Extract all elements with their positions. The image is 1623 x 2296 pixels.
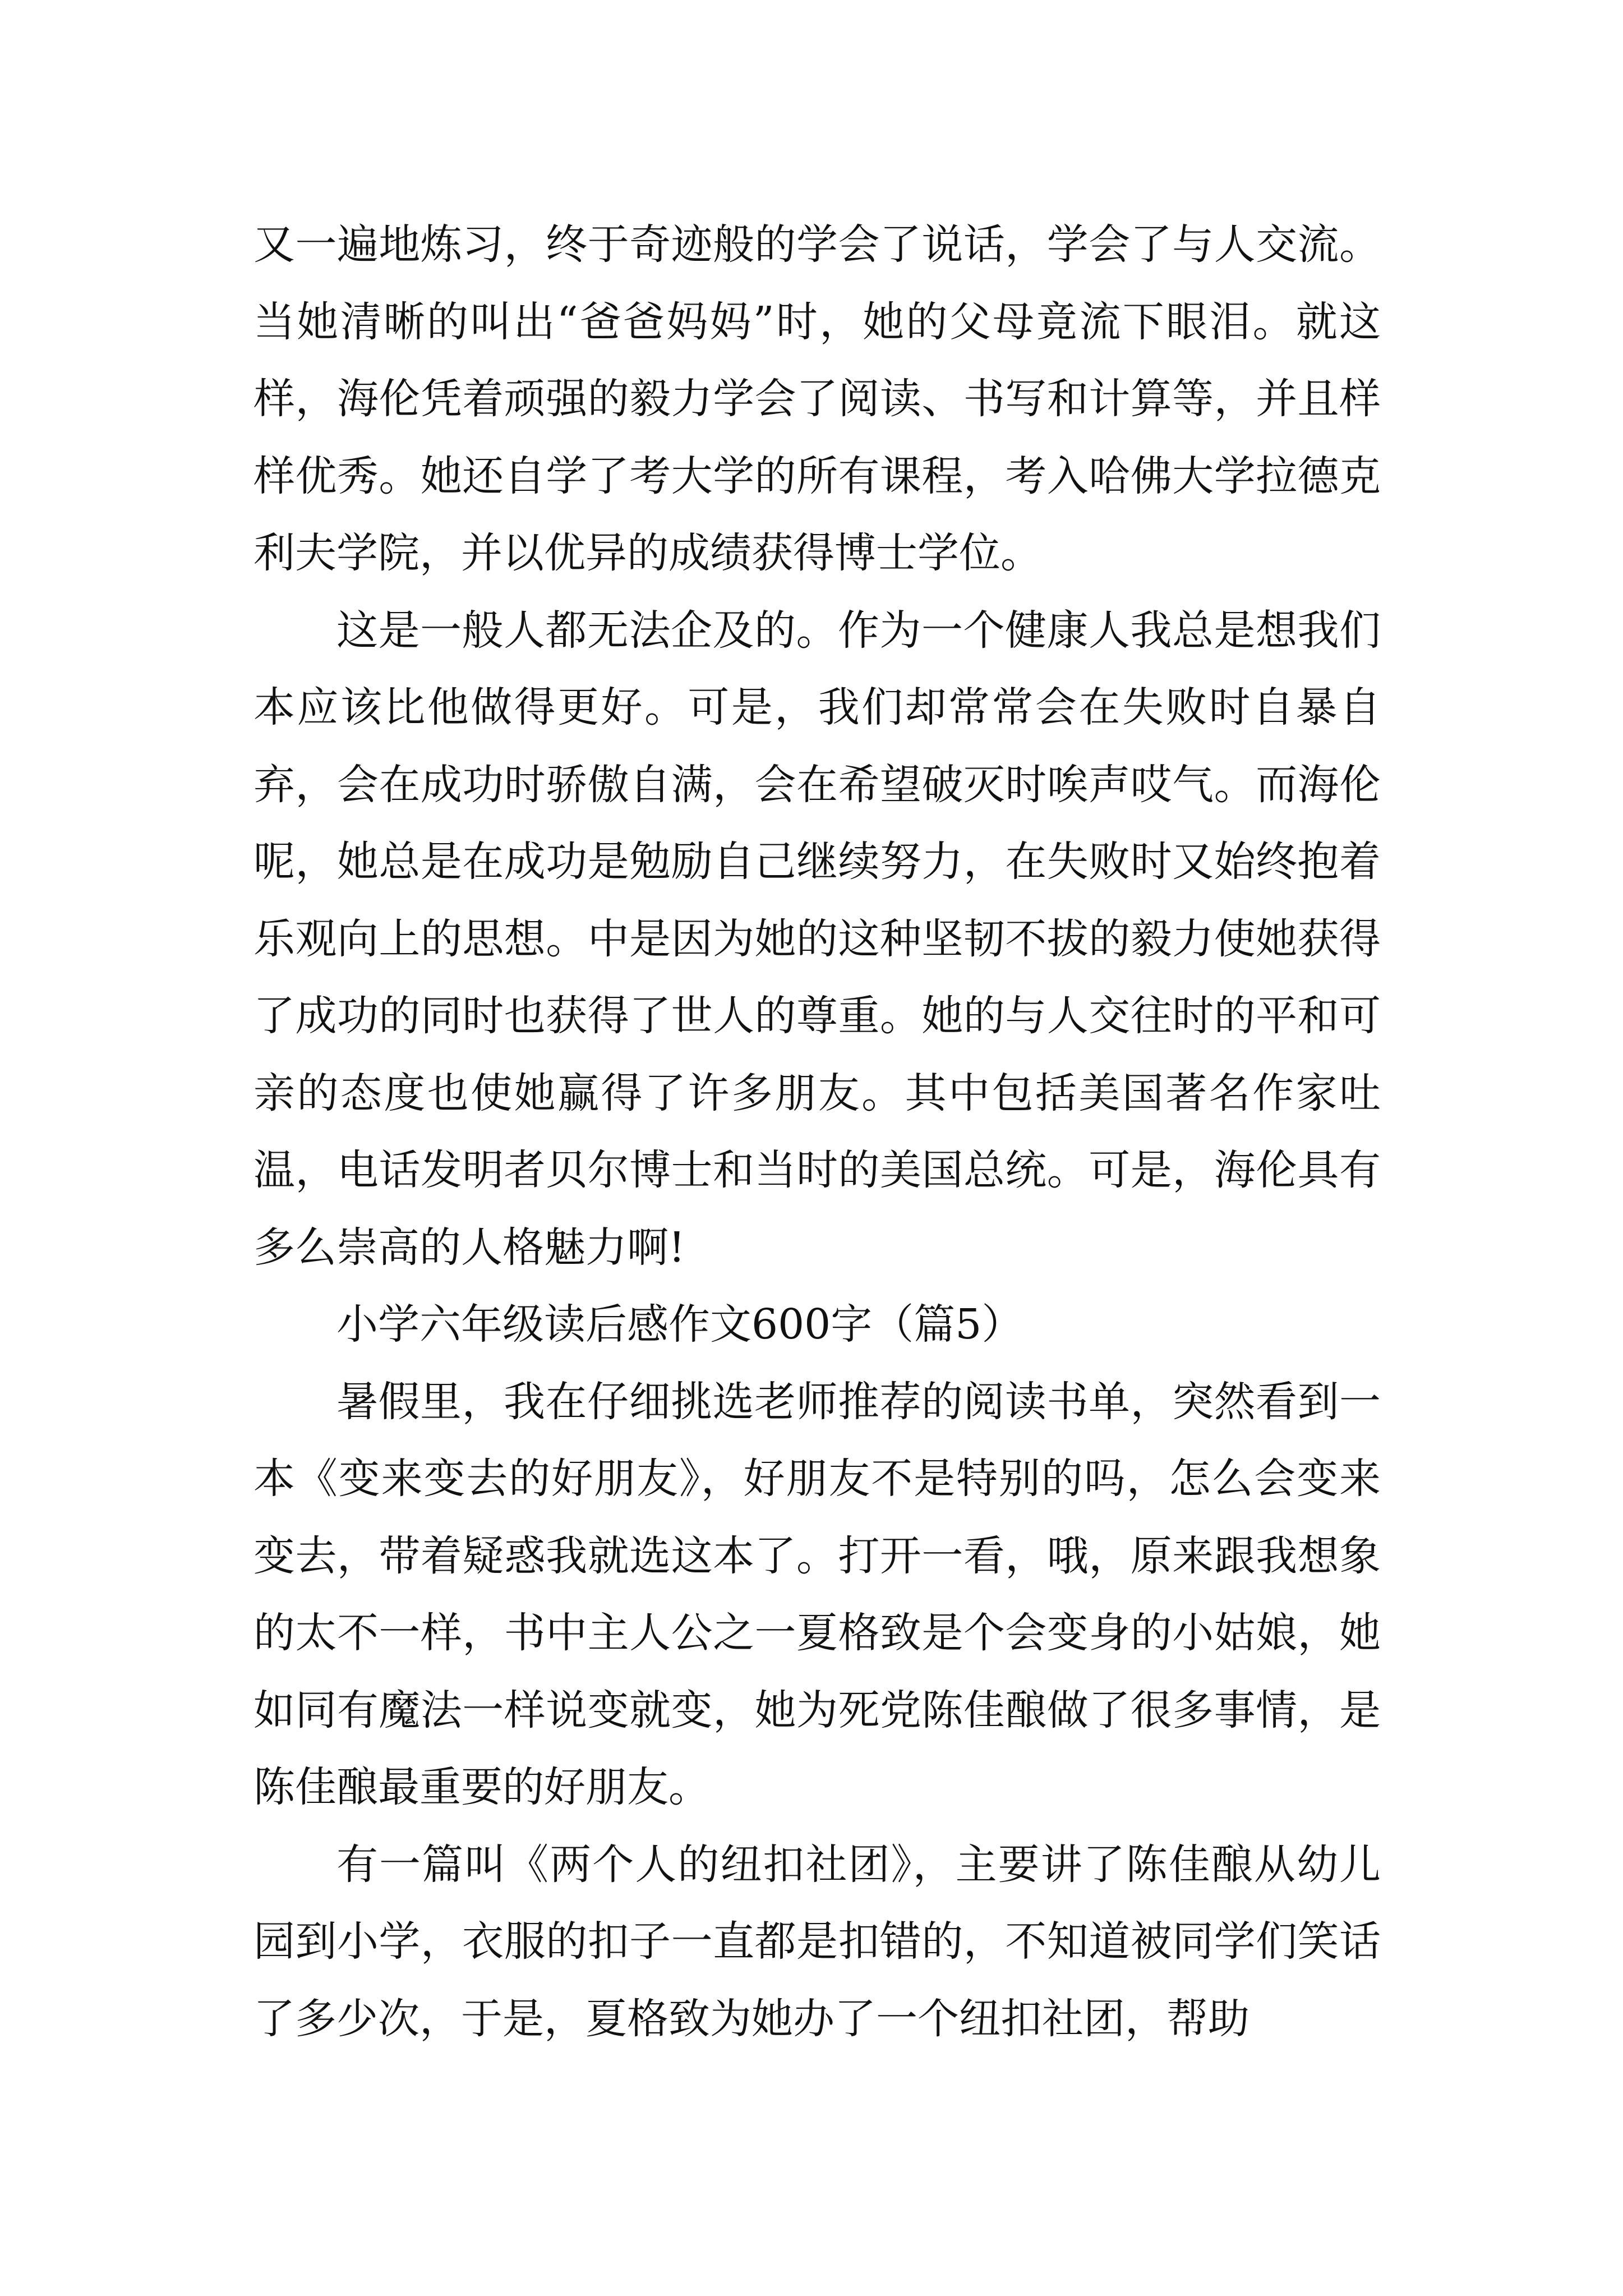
paragraph-button-club: 有一篇叫《两个人的纽扣社团》，主要讲了陈佳酿从幼儿园到小学，衣服的扣子一直都是扣错的，不知道被同学们笑话了多少次，于是，夏格致为她办了一个纽扣社团，帮助 (253, 1840, 1381, 2043)
paragraph-helen-learning: 又一遍地炼习，终于奇迹般的学会了说话，学会了与人交流。当她清晰的叫出“爸爸妈妈”时，她的父母竟流下眼泪。就这样，海伦凭着顽强的毅力学会了阅读、书写和计算等，并且样样优秀。她还自学了考大学的所有课程，考入哈佛大学拉德克利夫学院，并以优异的成绩获得博士学位。 (253, 220, 1381, 577)
paragraph-summer-reading: 暑假里，我在仔细挑选老师推荐的阅读书单，突然看到一本《变来变去的好朋友》，好朋友不是特别的吗，怎么会变来变去，带着疑惑我就选这本了。打开一看，哦，原来跟我想象的太不一样，书中主人公之一夏格致是个会变身的小姑娘，她如同有魔法一样说变就变，她为死党陈佳酿做了很多事情，是陈佳酿最重要的好朋友。 (253, 1377, 1381, 1811)
section-heading: 小学六年级读后感作文600字（篇5） (336, 1300, 1023, 1349)
paragraph-helen-reflection: 这是一般人都无法企及的。作为一个健康人我总是想我们本应该比他做得更好。可是，我们却常常会在失败时自暴自弃，会在成功时骄傲自满，会在希望破灭时唉声哎气。而海伦呢，她总是在成功是勉励自己继续努力，在失败时又始终抱着乐观向上的思想。中是因为她的这种坚韧不拔的毅力使她获得了成功的同时也获得了世人的尊重。她的与人交往时的平和可亲的态度也使她赢得了许多朋友。其中包括美国著名作家吐温，电话发明者贝尔博士和当时的美国总统。可是，海伦具有多么崇高的人格魅力啊! (253, 606, 1381, 1272)
document-body (253, 206, 1381, 2058)
